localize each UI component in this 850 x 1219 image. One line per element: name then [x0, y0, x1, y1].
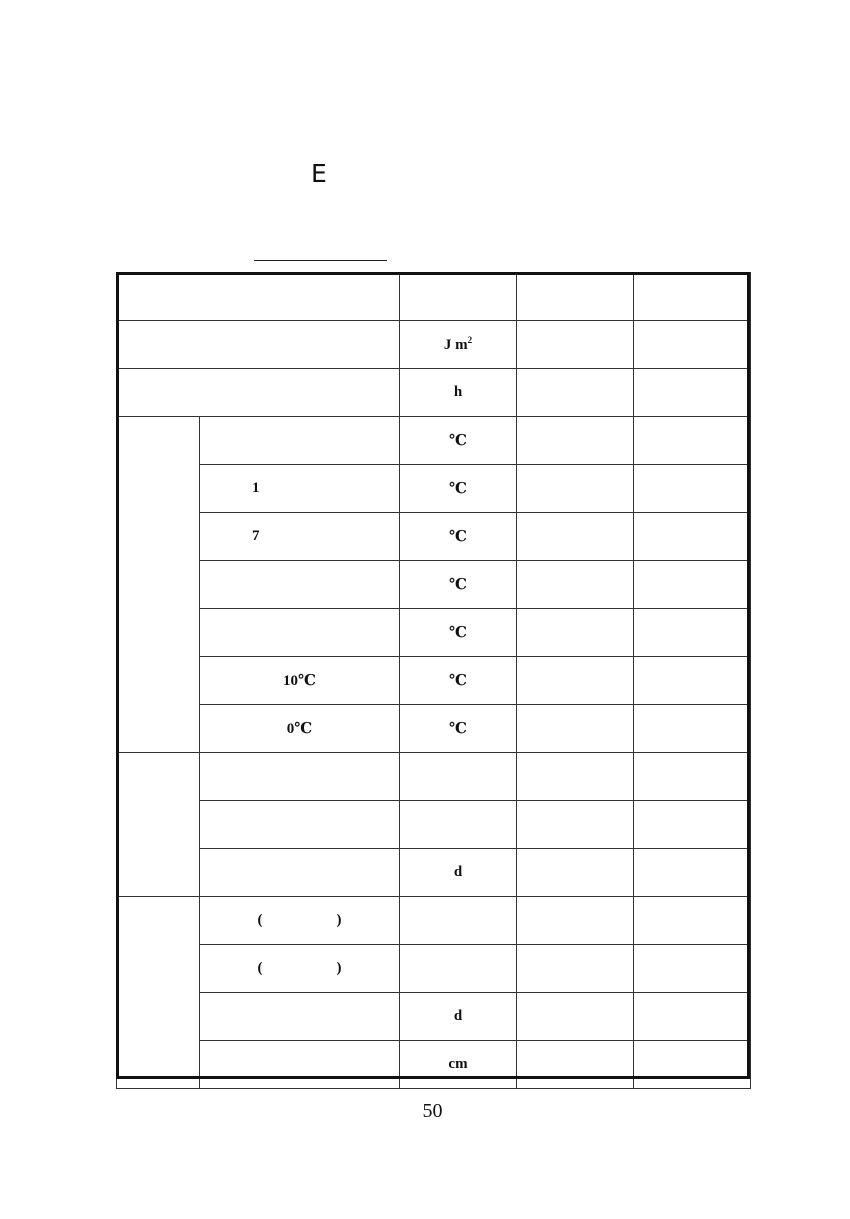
close-paren: )	[336, 912, 342, 928]
unit-cell: d	[400, 993, 517, 1041]
unit-cell: h	[400, 369, 517, 417]
unit-label: J m	[443, 337, 468, 353]
row-label: 0℃	[200, 705, 400, 753]
blank-fill-line	[254, 260, 387, 261]
section-heading-letter: E	[311, 159, 327, 188]
open-paren: (	[257, 912, 263, 928]
unit-cell: ℃	[400, 657, 517, 705]
unit-cell: ℃	[400, 417, 517, 465]
close-paren: )	[336, 960, 342, 976]
unit-cell: cm	[400, 1041, 517, 1089]
unit-cell: ℃	[400, 513, 517, 561]
row-label: 10℃	[200, 657, 400, 705]
row-label: 7	[200, 513, 400, 561]
table-outer-border	[116, 272, 750, 1079]
unit-cell: ℃	[400, 465, 517, 513]
row-label: 1	[200, 465, 400, 513]
unit-exponent: 2	[467, 335, 473, 345]
unit-cell: ℃	[400, 705, 517, 753]
open-paren: (	[257, 960, 263, 976]
unit-cell: ℃	[400, 609, 517, 657]
page-number: 50	[422, 1100, 443, 1122]
unit-cell: d	[400, 849, 517, 897]
unit-cell: ℃	[400, 561, 517, 609]
